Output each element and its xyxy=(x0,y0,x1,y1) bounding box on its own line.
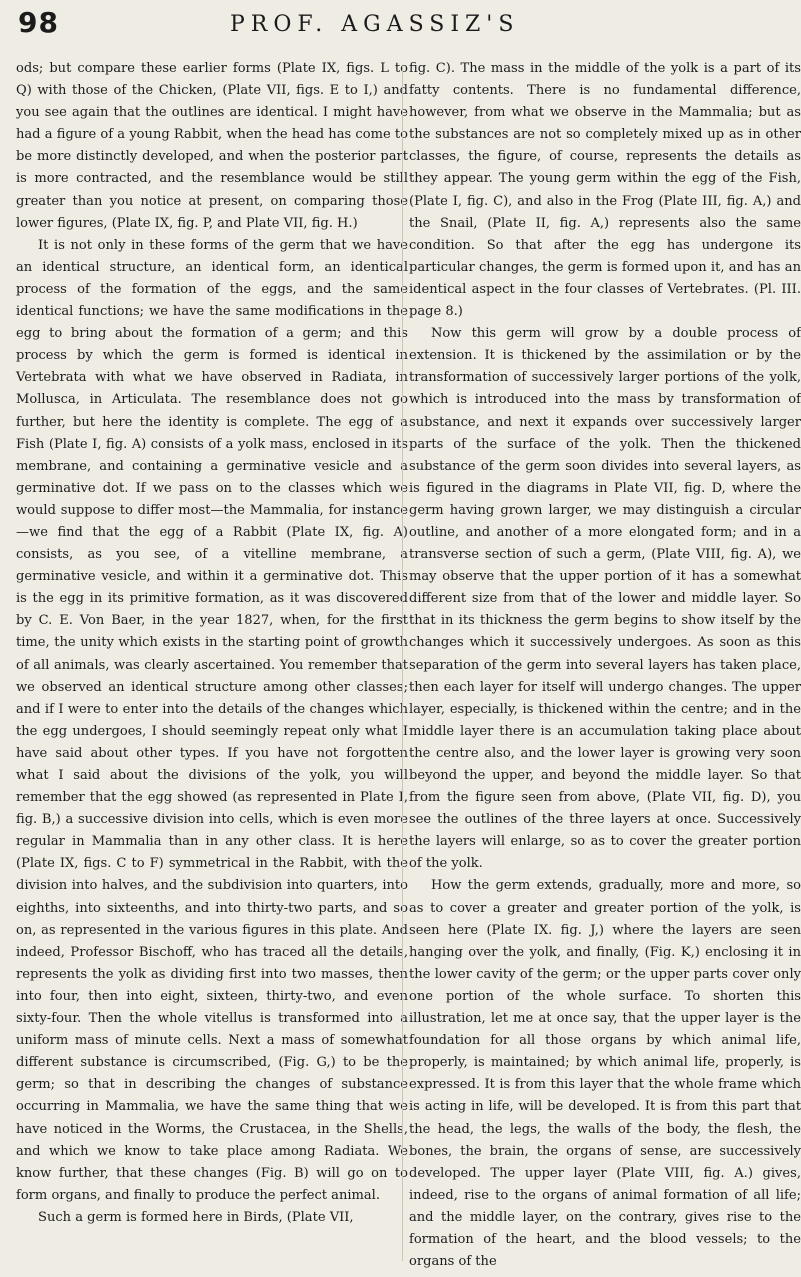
page-number: 98 xyxy=(18,6,59,39)
paragraph: How the germ extends, gradually, more and more, so as to cover a greater and greater portion of the yolk, is seen here (Plate IX. fig. J,) where the layers are seen hanging over the yolk, and finally, (Fig. K,) enclosing it in the lower cavity of the germ; or the upper parts cover only one portion of the whole surface. To shorten this illustration, let me at once say, that the upper layer is the foundation for all those organs by which animal life, properly, is maintained; by which animal life, properly, is expressed. It is from this layer that the whole frame which is acting in life, will be developed. It is from this part that the head, the legs, the walls of the body, the flesh, the bones, the brain, the organs of sense, are successively developed. The upper layer (Plate VIII, fig. A.) gives, indeed, rise to the organs of animal formation of all life; and the middle layer, on the contrary, gives rise to the formation of the heart, and the blood vessels; to the organs of the xyxy=(409,878,801,1270)
paragraph: ods; but compare these earlier forms (Plate IX, figs. L to Q) with those of the Chicken, (Plate VII, figs. E to I,) and you see again that the outlines are identical. I might have had a figure of a young Rabbit, when the head has come to be more distinctly developed, and when the posterior part is more contracted, and the resemblance would be still greater than you notice at present, on comparing those lower figures, (Plate IX, fig. P, and Plate VII, fig. H.) xyxy=(16,61,408,231)
page-header xyxy=(14,8,787,42)
right-column xyxy=(409,58,801,1273)
column-divider xyxy=(402,66,403,1261)
paragraph: Such a germ is formed here in Birds, (Plate VII, xyxy=(38,1209,354,1225)
paragraph: fig. C). The mass in the middle of the yolk is a part of its fatty contents. There is no fundamental difference, however, from what we observe in the Mammalia; but as the substances are not so completely mixed up as in other classes, the figure, of course, represents the details as they appear. The young germ within the egg of the Fish, (Plate I, fig. C), and also in the Frog (Plate III, fig. A,) and the Snail, (Plate II, fig. A,) represents also the same condition. So that after the egg has undergone its particular changes, the germ is formed upon it, and has an identical aspect in the four classes of Vertebrates. (Pl. III. page 8.) xyxy=(409,61,801,320)
paragraph: It is not only in these forms of the germ that we have an identical structure, an identical form, an identical process of the formation of the eggs, and the same identical functions; we have the same modifications in the egg to bring about the formation of a germ; and this process by which the germ is formed is identical in Vertebrata with what we have observed in Radiata, in Mollusca, in Articulata. The resemblance does not go further, but here the identity is complete. The egg of a Fish (Plate I, fig. A) consists of a yolk mass, enclosed in its membrane, and containing a germinative vesicle and a germinative dot. If we pass on to the classes which we would suppose to differ most—the Mammalia, for instance—we find that the egg of a Rabbit (Plate IX, fig. A) consists, as you see, of a vitelline membrane, a germinative vesicle, and within it a germinative dot. This is the egg in its primitive formation, as it was discovered by C. E. Von Baer, in the year 1827, when, for the first time, the unity which exists in the starting point of growth of all animals, was clearly ascertained. You remember that we observed an identical structure among other classes; and if I were to enter into the details of the changes which the egg undergoes, I should seemingly repeat only what I have said about other types. If you have not forgotten what I said about the divisions of the yolk, you will remember that the egg showed (as represented in Plate I, fig. B,) a successive division into cells, which is even more regular in Mammalia than in any other class. It is here (Plate IX, figs. C to F) symmetrical in the Rabbit, with the division into halves, and the subdivision into quarters, into eighths, into sixteenths, and into thirty-two parts, and so on, as represented in the various figures in this plate. And indeed, Professor Bischoff, who has traced all the details, represents the yolk as dividing first into two masses, then into four, then into eight, sixteen, thirty-two, and even sixty-four. Then the whole vitellus is transformed into a uniform mass of minute cells. Next a mass of somewhat different substance is circumscribed, (Fig. G,) to be the germ; so that in describing the changes of substance occurring in Mammalia, we have the same thing that we have noticed in the Worms, the Crustacea, in the Shells, and which we know to take place among Radiata. We know further, that these changes (Fig. B) will go on to form organs, and finally to produce the perfect animal. xyxy=(16,237,408,1203)
paragraph: Now this germ will grow by a double process of extension. It is thickened by the assimilation or by the transformation of successively larger portions of the yolk, which is introduced into the mass by transformation of substance, and next it expands over successively larger parts of the surface of the yolk. Then the thickened substance of the germ soon divides into several layers, as is figured in the diagrams in Plate VII, fig. D, where the germ having grown larger, we may distinguish a circular outline, and another of a more elongated form; and in a transverse section of such a germ, (Plate VIII, fig. A), we may observe that the upper portion of it has a somewhat different size from that of the lower and middle layer. So that in its thickness the germ begins to show itself by the changes which it successively undergoes. As soon as this separation of the germ into several layers has taken place, then each layer for itself will undergo changes. The upper layer, especially, is thickened within the centre; and in the middle layer there is an accumulation taking place about the centre also, and the lower layer is growing very soon beyond the upper, and beyond the middle layer. So that from the figure seen from above, (Plate VII, fig. D), you see the outlines of the three layers at once. Successively the layers will enlarge, so as to cover the greater portion of the yolk. xyxy=(409,326,801,872)
running-head: PROF. AGASSIZ'S xyxy=(230,12,520,37)
left-column xyxy=(16,58,408,1229)
